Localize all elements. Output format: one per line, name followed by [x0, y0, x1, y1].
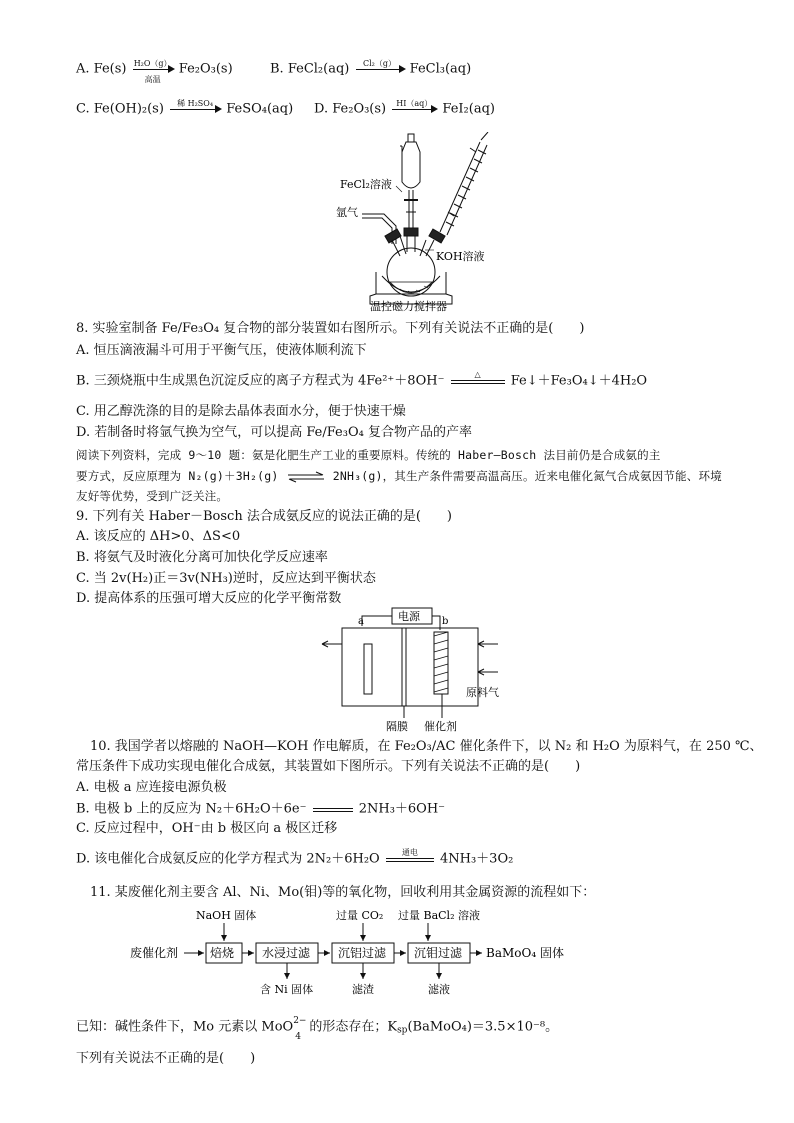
- q7-option-c: C. Fe(OH)₂(s) 稀 H₂SO₄ FeSO₄(aq): [76, 99, 294, 117]
- q10-stem-line2: 常压条件下成功实现电催化合成氨，其装置如下图所示。下列有关说法不正确的是( ): [76, 759, 581, 774]
- three-neck-flask: [387, 248, 435, 296]
- label-feed-gas: 原料气: [466, 686, 499, 699]
- electrode-b-catalyst: [434, 632, 448, 694]
- cell-tank: [342, 628, 478, 706]
- passage-line-3: 友好等优势，受到广泛关注。: [76, 489, 229, 503]
- flow-output-ni-solid: 含 Ni 固体: [260, 983, 314, 996]
- flow-output-filtrate: 滤液: [428, 983, 450, 996]
- q10-option-a: A. 电极 a 应连接电源负极: [76, 780, 227, 795]
- flask-apparatus-figure: [330, 132, 530, 314]
- reaction-arrow: HI（aq）: [390, 100, 438, 118]
- wire-a: [362, 616, 392, 626]
- flow-input-naoh: NaOH 固体: [196, 909, 257, 922]
- dropping-funnel: [400, 134, 420, 228]
- q8-option-c: C. 用乙醇洗涤的目的是除去晶体表面水分，便于快速干燥: [76, 404, 406, 419]
- flow-step-roast-label: 焙烧: [210, 946, 235, 960]
- reflux-condenser: [440, 132, 488, 235]
- closing-question: 下列有关说法不正确的是( ): [76, 1051, 256, 1066]
- reaction-arrow: H₂O（g） 高温: [131, 60, 175, 78]
- q8-option-d: D. 若制备时将氩气换为空气，可以提高 Fe/Fe₃O₄ 复合物产品的产率: [76, 425, 472, 440]
- q10-stem-line1: 10. 我国学者以熔融的 NaOH—KOH 作电解质，在 Fe₂O₃/AC 催化条件下，以 N₂ 和 H₂O 为原料气，在 250 ℃、: [90, 739, 763, 754]
- q10-option-d: D. 该电催化合成氨反应的化学方程式为 2N₂＋6H₂O 通电 4NH₃＋3O₂: [76, 848, 514, 867]
- label-koh-solution: KOH溶液: [436, 250, 485, 263]
- q8-option-b: B. 三颈烧瓶中生成黑色沉淀反应的离子方程式为 4Fe²⁺＋8OH⁻ △ Fe↓＋Fe₃O₄↓＋4H₂O: [76, 370, 648, 389]
- reversible-arrow: [286, 471, 326, 483]
- q9-stem: 9. 下列有关 Haber－Bosch 法合成氨反应的说法正确的是( ): [76, 509, 452, 524]
- flow-input-co2: 过量 CO₂: [336, 909, 384, 922]
- passage-line-1: 阅读下列资料，完成 9～10 题：氨是化肥生产工业的重要原料。传统的 Haber—Bosch 法目前仍是合成氨的主: [76, 448, 661, 462]
- label-catalyst: 催化剂: [424, 720, 457, 732]
- q7-option-b: B. FeCl₂(aq) Cl₂（g） FeCl₃(aq): [270, 59, 472, 77]
- flow-step-water-leach-label: 水浸过滤: [262, 946, 311, 960]
- q8-option-a: A. 恒压滴液漏斗可用于平衡气压，使液体顺利流下: [76, 343, 367, 358]
- equals-sign-heat: △: [449, 372, 507, 390]
- label-power-supply: 电源: [398, 610, 420, 623]
- reaction-arrow: 稀 H₂SO₄: [168, 100, 222, 118]
- label-fecl2-solution: FeCl₂溶液: [340, 178, 392, 191]
- known-conditions: 已知：碱性条件下，Mo 元素以 MoO 2− 4 的形态存在；$K_{sp}(BaMoO_4)=3.5\times 10^{-8}$。: [76, 1016, 559, 1042]
- q7-option-a: A. Fe(s) H₂O（g） 高温 Fe₂O₃(s): [76, 59, 233, 84]
- q10-option-b: B. 电极 b 上的反应为 N₂＋6H₂O＋6e⁻ 2NH₃＋6OH⁻: [76, 801, 446, 817]
- electrolysis-cell-figure: [314, 606, 534, 732]
- q11-stem: 11. 某废催化剂主要含 Al、Ni、Mo(钼)等的氧化物，回收利用其金属资源的流程如下：: [90, 885, 596, 900]
- flow-step-precipitate-mo-label: 沉钼过滤: [414, 946, 463, 960]
- q9-option-d: D. 提高体系的压强可增大反应的化学平衡常数: [76, 591, 342, 606]
- label-electrode-b: b: [442, 616, 449, 627]
- q9-option-a: A. 该反应的 ΔH>0、ΔS<0: [76, 529, 241, 544]
- magnetic-stirrer: [376, 272, 446, 294]
- label-argon: 氩气: [336, 206, 358, 219]
- q7-option-d: D. Fe₂O₃(s) HI（aq） FeI₂(aq): [314, 99, 495, 117]
- flow-output-residue: 滤渣: [352, 983, 374, 996]
- equals-sign: [311, 800, 355, 818]
- q8-stem: 8. 实验室制备 Fe/Fe₃O₄ 复合物的部分装置如右图所示。下列有关说法不正确的是( ): [76, 321, 585, 336]
- flow-end-label: BaMoO₄ 固体: [486, 946, 564, 960]
- label-electrode-a: a: [358, 616, 364, 627]
- flow-start-label: 废催化剂: [130, 946, 179, 960]
- q9-option-b: B. 将氨气及时液化分离可加快化学反应速率: [76, 550, 328, 565]
- flow-input-bacl2: 过量 BaCl₂ 溶液: [398, 909, 480, 922]
- electrode-a: [364, 644, 372, 694]
- flow-step-precipitate-al-label: 沉铝过滤: [338, 946, 387, 960]
- label-membrane: 隔膜: [386, 720, 408, 732]
- reaction-arrow: Cl₂（g）: [354, 60, 406, 78]
- passage-line-2: 要方式，反应原理为 N₂(g)＋3H₂(g) 2NH₃(g)，其生产条件需要高温高压。近来电催化氮气合成氨因节能、环境: [76, 469, 722, 483]
- equals-sign-electrolysis: 通电: [384, 850, 436, 868]
- q10-option-c: C. 反应过程中，OH⁻由 b 极区向 a 极区迁移: [76, 821, 338, 836]
- q9-option-c: C. 当 2v(H₂)正＝3v(NH₃)逆时，反应达到平衡状态: [76, 571, 376, 586]
- process-flow-diagram: [126, 905, 586, 997]
- figure-caption-stirrer: 温控磁力搅拌器: [370, 300, 447, 313]
